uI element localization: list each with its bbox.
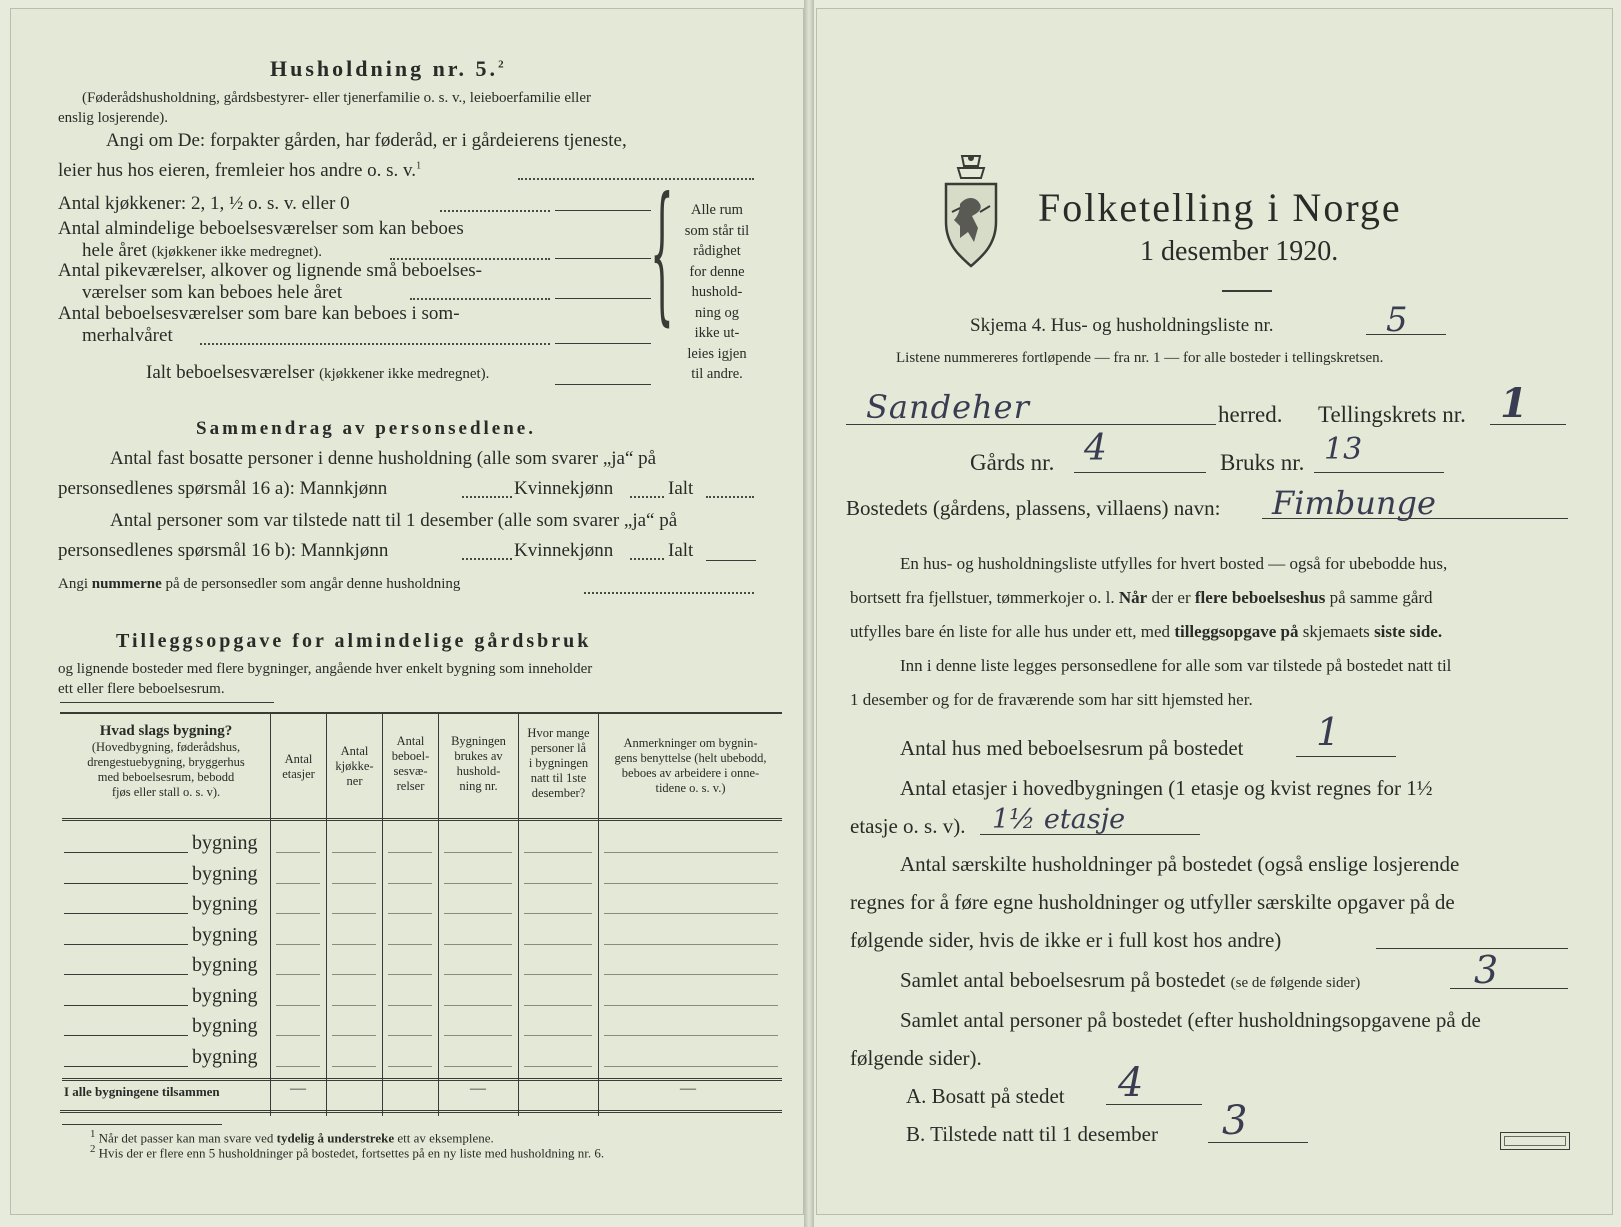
table-head-col1 <box>62 722 270 800</box>
instr-3-pre: utfylles bare én liste for alle hus under ett, med <box>850 622 1171 641</box>
table-cell-line[interactable] <box>444 1066 512 1067</box>
sarsk-answer-line[interactable] <box>1376 948 1568 949</box>
samlet-pers-line-1: Samlet antal personer på bostedet (efter husholdningsopgavene på de <box>900 1008 1481 1032</box>
bygning-label: bygning <box>192 923 258 946</box>
table-cell-line[interactable] <box>388 1035 432 1036</box>
fast-mann-answer[interactable] <box>462 496 512 498</box>
angi-line-2-sup: 1 <box>416 160 422 172</box>
instr-3-bold: tilleggsopgave på <box>1174 622 1299 641</box>
table-cell-line[interactable] <box>604 944 778 945</box>
col7-head-line: tidene o. s. v.) <box>655 781 726 795</box>
instr-line-3 <box>850 622 1442 642</box>
gards-value: 4 <box>1084 428 1107 469</box>
table-head-col4 <box>383 734 438 794</box>
rooms-brace: { <box>650 166 674 340</box>
bosted-value: Fimbunge <box>1272 484 1436 522</box>
col3-head-line: kjøkke- <box>335 759 374 773</box>
brace-note-line: Alle rum <box>691 202 743 218</box>
page-fold <box>804 0 814 1227</box>
table-cell-line[interactable] <box>524 852 592 853</box>
ialt-label <box>146 362 489 384</box>
instr-line-1: En hus- og husholdningsliste utfylles for hvert bosted — også for ubebodde hus, <box>900 554 1448 573</box>
table-cell-line[interactable] <box>604 1005 778 1006</box>
table-cell-line[interactable] <box>388 913 432 914</box>
brace-note-line: leies igjen <box>687 345 747 362</box>
table-cell-line[interactable] <box>524 974 592 975</box>
footnote-2 <box>90 1143 604 1161</box>
table-cell-line[interactable] <box>276 974 320 975</box>
brace-note-line: hushold- <box>691 284 743 300</box>
instr-2-mid: der er <box>1151 588 1191 607</box>
total-dash-col2: — <box>290 1080 306 1097</box>
table-cell-line[interactable] <box>276 944 320 945</box>
somm-dots <box>200 343 550 345</box>
table-cell-line[interactable] <box>332 913 376 914</box>
table-cell-line[interactable] <box>388 1005 432 1006</box>
etasjer-line-2: etasje o. s. v). <box>850 814 966 838</box>
sarsk-line-1: Antal særskilte husholdninger på bostedet (også enslige losjerende <box>900 852 1460 876</box>
brace-note <box>672 200 762 385</box>
etasjer-line-1: Antal etasjer i hovedbygningen (1 etasje og kvist regnes for 1½ <box>900 776 1433 800</box>
table-cell-line[interactable] <box>332 1066 376 1067</box>
sarsk-line-2: regnes for å føre egne husholdninger og utfyller særskilte opgaver på de <box>850 890 1455 914</box>
fast-kvinne-answer[interactable] <box>630 496 664 498</box>
col2-head-line: etasjer <box>282 767 315 781</box>
pike-dots <box>410 298 550 300</box>
samlet-rum-value: 3 <box>1474 948 1499 992</box>
table-cell-line[interactable] <box>444 1005 512 1006</box>
herred-value: Sandeher <box>866 388 1030 426</box>
tillegg-title: Tilleggsopgave for almindelige gårdsbruk <box>116 630 592 652</box>
table-bottom-rule <box>60 1110 782 1113</box>
bygning-type-line[interactable] <box>64 974 188 975</box>
fast-ialt-label: Ialt <box>668 478 694 499</box>
tilstede-label: B. Tilstede natt til 1 desember <box>906 1122 1158 1146</box>
instr-line-5: 1 desember og for de fraværende som har sitt hjemsted her. <box>850 690 1253 709</box>
bygning-type-line[interactable] <box>64 1066 188 1067</box>
kjokkener-label: Antal kjøkkener: 2, 1, ½ o. s. v. eller 0 <box>58 193 350 214</box>
bygning-label: bygning <box>192 862 258 885</box>
hus-answer-line[interactable] <box>1296 756 1396 757</box>
footnote-1-pre: Når det passer kan man svare ved <box>98 1130 274 1146</box>
instr-2-bold-2: flere beboelseshus <box>1194 588 1326 607</box>
table-total-rule <box>62 1078 782 1081</box>
footnote-rule <box>62 1124 222 1125</box>
til-ialt-answer[interactable] <box>706 560 756 561</box>
table-cell-line[interactable] <box>276 852 320 853</box>
table-cell-line[interactable] <box>604 1066 778 1067</box>
col7-head-line: Anmerkninger om bygnin- <box>623 736 758 750</box>
footnote-2-text: Hvis der er flere enn 5 husholdninger på bostedet, fortsettes på en ny liste med husholdning nr. 6. <box>98 1145 605 1161</box>
instr-3-mid: skjemaets <box>1302 622 1370 641</box>
table-cell-line[interactable] <box>524 1005 592 1006</box>
angi-answer-line[interactable] <box>518 178 754 180</box>
col6-head-line: personer lå <box>530 741 587 755</box>
bruks-value: 13 <box>1324 432 1363 467</box>
col7-head-line: beboes av arbeidere i onne- <box>621 766 760 780</box>
samlet-rum-answer-line[interactable] <box>1450 988 1568 989</box>
angi-line-2 <box>58 160 421 182</box>
table-cell-line[interactable] <box>332 1005 376 1006</box>
col1-sub-line: fjøs eller stall o. s. v). <box>111 785 221 799</box>
bosatt-value: 4 <box>1118 1060 1144 1106</box>
table-cell-line[interactable] <box>388 883 432 884</box>
angi-nummer-pre: Angi <box>58 576 88 592</box>
table-cell-line[interactable] <box>332 944 376 945</box>
samlet-rum-note: (se de følgende sider) <box>1230 975 1361 991</box>
kjokkener-dots <box>440 210 550 212</box>
bygning-type-line[interactable] <box>64 883 188 884</box>
col3-head-line: ner <box>346 774 363 788</box>
til-line-1: Antal personer som var tilstede natt til 1 desember (alle som svarer „ja“ på <box>110 510 678 531</box>
angi-line-1: Angi om De: forpakter gården, har føderåd, er i gårdeierens tjeneste, <box>106 130 627 151</box>
fast-line-2: personsedlenes spørsmål 16 a): Mannkjønn <box>58 478 388 499</box>
brace-note-line: ikke ut- <box>694 325 740 341</box>
gards-answer-line[interactable] <box>1074 472 1206 473</box>
table-cell-line[interactable] <box>604 852 778 853</box>
somm-answer[interactable] <box>555 343 651 344</box>
bygning-type-line[interactable] <box>64 944 188 945</box>
table-cell-line[interactable] <box>524 944 592 945</box>
instr-3-bold-2: siste side. <box>1374 622 1443 641</box>
col5-head-line: ning nr. <box>459 779 498 793</box>
brace-note-line: rådighet <box>693 243 741 259</box>
instr-line-2 <box>850 588 1433 608</box>
gards-label: Gårds nr. <box>970 450 1055 475</box>
angi-nummer-answer[interactable] <box>584 592 754 594</box>
listene-note: Listene nummereres fortløpende — fra nr. 1 — for alle bosteder i tellingskretsen. <box>896 350 1384 366</box>
col5-head-line: Bygningen <box>451 734 506 748</box>
sarsk-line-3: følgende sider, hvis de ikke er i full kost hos andre) <box>850 928 1282 952</box>
col2-head-line: Antal <box>284 752 313 766</box>
table-head-rule <box>62 818 782 821</box>
household-title-sup: 2 <box>498 58 507 71</box>
instr-2-post: på samme gård <box>1329 588 1433 607</box>
table-cell-line[interactable] <box>388 1066 432 1067</box>
tillegg-line-2: ett eller flere beboelsesrum. <box>58 681 225 697</box>
pike-answer[interactable] <box>555 298 651 299</box>
table-cell-line[interactable] <box>332 974 376 975</box>
col5-head-line: brukes av <box>454 749 503 763</box>
table-cell-line[interactable] <box>604 974 778 975</box>
bosted-label: Bostedets (gårdens, plassens, villaens) navn: <box>846 496 1221 520</box>
table-cell-line[interactable] <box>444 1035 512 1036</box>
table-head-col3 <box>327 744 382 789</box>
instr-2-bold-1: Når <box>1118 588 1148 607</box>
sammendrag-title: Sammendrag av personsedlene. <box>196 418 536 439</box>
herred-label: herred. <box>1218 402 1283 427</box>
bygning-type-line[interactable] <box>64 852 188 853</box>
bygning-type-line[interactable] <box>64 913 188 914</box>
table-cell-line[interactable] <box>332 1035 376 1036</box>
bygning-label: bygning <box>192 1015 258 1037</box>
til-mann-answer[interactable] <box>462 558 512 560</box>
col5-head-line: hushold- <box>456 764 501 778</box>
angi-line-2-text: leier hus hos eieren, fremleier hos andre o. s. v. <box>58 160 417 181</box>
household-intro: (Føderådshusholdning, gårdsbestyrer- eller tjenerfamilie o. s. v., leieboerfamilie eller <box>82 90 591 106</box>
table-cell-line[interactable] <box>444 974 512 975</box>
title-rule <box>1222 290 1272 292</box>
alm-answer[interactable] <box>555 258 651 259</box>
angi-nummer-bold: nummerne <box>91 576 162 592</box>
brace-note-line: for denne <box>689 263 745 280</box>
skjema-value: 5 <box>1386 300 1408 340</box>
left-page <box>10 8 804 1215</box>
census-title: Folketelling i Norge <box>1038 185 1402 230</box>
col6-head-line: Hvor mange <box>527 726 590 740</box>
table-head-col5 <box>439 734 518 794</box>
col6-head-line: i bygningen <box>528 756 589 770</box>
brace-note-line: til andre. <box>691 366 743 382</box>
alm-label-2 <box>82 240 322 262</box>
footnote-1-post: ett av eksemplene. <box>397 1130 494 1146</box>
ialt-answer[interactable] <box>555 384 651 385</box>
bruks-label: Bruks nr. <box>1220 450 1305 475</box>
col1-head: Hvad slags bygning? <box>99 723 233 739</box>
col4-head-line: beboel- <box>391 749 430 763</box>
skjema-label: Skjema 4. Hus- og husholdningsliste nr. <box>970 315 1274 336</box>
footnote-2-num: 2 <box>90 1143 96 1155</box>
table-cell-line[interactable] <box>444 883 512 884</box>
household-intro-2: enslig losjerende). <box>58 110 168 126</box>
footnote-1-num: 1 <box>90 1128 96 1140</box>
table-cell-line[interactable] <box>332 852 376 853</box>
bygning-label: bygning <box>192 984 258 1007</box>
table-cell-line[interactable] <box>604 883 778 884</box>
pike-label-1: Antal pikeværelser, alkover og lignende små beboelses- <box>58 260 482 281</box>
tellingskrets-label: Tellingskrets nr. <box>1318 402 1466 427</box>
somm-label-2: merhalvåret <box>82 325 173 346</box>
alm-label-2-note: (kjøkkener ikke medregnet). <box>151 244 322 260</box>
bygning-label: bygning <box>192 1045 258 1068</box>
table-cell-line[interactable] <box>332 883 376 884</box>
household-title <box>270 56 507 82</box>
fast-ialt-answer[interactable] <box>706 496 754 498</box>
angi-nummer-post: på de personsedler som angår denne husholdning <box>165 576 461 592</box>
bygning-label: bygning <box>192 893 258 915</box>
census-date: 1 desember 1920. <box>1140 236 1339 267</box>
hus-label: Antal hus med beboelsesrum på bostedet <box>900 736 1244 760</box>
ialt-label-note: (kjøkkener ikke medregnet). <box>319 366 490 382</box>
bosatt-label: A. Bosatt på stedet <box>906 1084 1065 1108</box>
bygning-label: bygning <box>192 832 258 854</box>
table-cell-line[interactable] <box>276 1066 320 1067</box>
kjokkener-answer[interactable] <box>555 210 651 211</box>
col4-head-line: Antal <box>396 734 425 748</box>
col4-head-line: sesvæ- <box>393 764 428 778</box>
somm-label-1: Antal beboelsesværelser som bare kan beboes i som- <box>58 303 460 324</box>
col7-head-line: gens benyttelse (helt ubebodd, <box>614 751 767 765</box>
table-cell-line[interactable] <box>524 883 592 884</box>
bruks-answer-line[interactable] <box>1314 472 1444 473</box>
footnote-1-bold: tydelig å understreke <box>276 1130 395 1146</box>
til-ialt-label: Ialt <box>668 540 694 561</box>
table-cell-line[interactable] <box>276 1035 320 1036</box>
table-cell-line[interactable] <box>604 1035 778 1036</box>
brace-note-line: ning og <box>695 304 739 321</box>
brace-note-line: som står til <box>684 222 750 239</box>
bygning-type-line[interactable] <box>64 1035 188 1036</box>
total-dash-col5: — <box>470 1080 486 1097</box>
table-cell-line[interactable] <box>444 944 512 945</box>
table-total-label: I alle bygningene tilsammen <box>64 1084 220 1099</box>
hus-value: 1 <box>1316 710 1341 754</box>
printer-mark-icon <box>1500 1132 1570 1150</box>
tellingskrets-value: 1 <box>1500 380 1528 427</box>
til-kvinne-answer[interactable] <box>630 558 664 560</box>
tillegg-rule <box>60 702 274 703</box>
table-cell-line[interactable] <box>388 852 432 853</box>
bygning-type-line[interactable] <box>64 1005 188 1006</box>
col6-head-line: natt til 1ste <box>530 771 587 785</box>
table-cell-line[interactable] <box>276 1005 320 1006</box>
household-title-text: Husholdning nr. 5. <box>270 56 499 81</box>
coat-of-arms-icon <box>940 152 1002 270</box>
col3-head-line: Antal <box>340 744 369 758</box>
total-dash-col7: — <box>680 1080 696 1097</box>
instr-line-4: Inn i denne liste legges personsedlene for alle som var tilstede på bostedet natt til <box>900 656 1452 675</box>
table-cell-line[interactable] <box>388 974 432 975</box>
fast-kvinne-label: Kvinnekjønn <box>514 478 614 499</box>
alm-label-1: Antal almindelige beboelsesværelser som kan beboes <box>58 218 464 239</box>
col1-sub-line: med beboelsesrum, bebodd <box>97 770 235 784</box>
bygning-label: bygning <box>192 954 258 976</box>
alm-label-2-text: hele året <box>82 240 147 261</box>
fast-line-1: Antal fast bosatte personer i denne husholdning (alle som svarer „ja“ på <box>110 448 657 469</box>
col4-head-line: relser <box>396 779 425 793</box>
til-line-2: personsedlenes spørsmål 16 b): Mannkjønn <box>58 540 389 561</box>
col6-head-line: desember? <box>531 786 586 800</box>
etasjer-value: 1½ etasje <box>992 804 1126 835</box>
table-cell-line[interactable] <box>276 883 320 884</box>
table-cell-line[interactable] <box>604 913 778 914</box>
table-cell-line[interactable] <box>388 944 432 945</box>
col1-sub-line: (Hovedbygning, føderådshus, <box>91 740 241 754</box>
angi-nummer-line <box>58 576 460 593</box>
til-kvinne-label: Kvinnekjønn <box>514 540 614 561</box>
table-cell-line[interactable] <box>276 913 320 914</box>
table-cell-line[interactable] <box>444 852 512 853</box>
table-cell-line[interactable] <box>524 913 592 914</box>
table-top-rule <box>60 712 782 714</box>
ialt-label-text: Ialt beboelsesværelser <box>146 362 315 383</box>
col1-sub-line: drengestuebygning, bryggerhus <box>87 755 245 769</box>
table-cell-line[interactable] <box>524 1035 592 1036</box>
tilstede-value: 3 <box>1222 1098 1248 1144</box>
table-head-col2 <box>271 752 326 782</box>
table-cell-line[interactable] <box>444 913 512 914</box>
tillegg-line-1: og lignende bosteder med flere bygninger, angående hver enkelt bygning som inneholder <box>58 661 593 677</box>
pike-label-2: værelser som kan beboes hele året <box>82 282 343 303</box>
samlet-pers-line-2: følgende sider). <box>850 1046 982 1070</box>
samlet-rum-label: Samlet antal beboelsesrum på bostedet <box>900 968 1226 992</box>
table-head-col7 <box>599 736 782 796</box>
instr-2-pre: bortsett fra fjellstuer, tømmerkojer o. l. <box>850 588 1115 607</box>
table-head-col6 <box>519 726 598 801</box>
table-cell-line[interactable] <box>524 1066 592 1067</box>
